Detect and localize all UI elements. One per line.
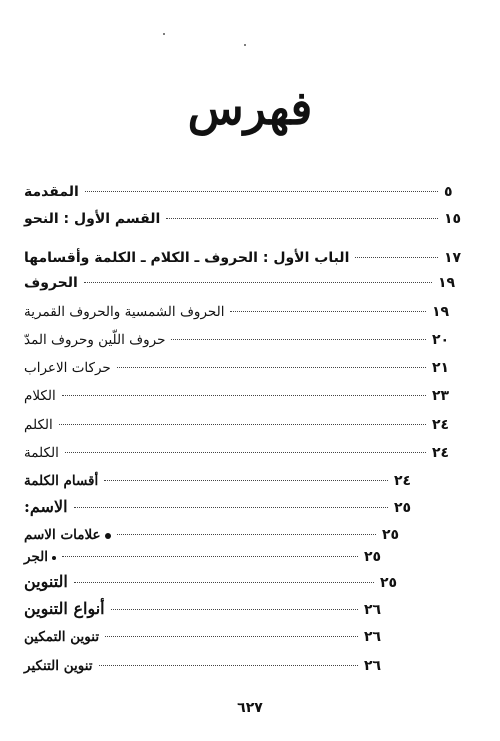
entry-title-text: الجر xyxy=(24,549,49,565)
entry-title: الباب الأول : الحروف ـ الكلام ـ الكلمة وأقسامها xyxy=(24,250,350,266)
dot-leader xyxy=(171,339,426,340)
entry-title: حركات الاعراب xyxy=(24,360,111,376)
toc-entry[interactable] xyxy=(24,272,460,294)
entry-title: الكلم xyxy=(24,417,53,433)
toc-entry[interactable] xyxy=(24,546,386,568)
page-title: فهرس xyxy=(187,81,313,135)
entry-title: أنواع التنوين xyxy=(24,599,105,618)
entry-title: القسم الأول : النحو xyxy=(24,211,161,227)
toc-entry[interactable] xyxy=(24,414,454,436)
toc-entry[interactable] xyxy=(24,626,386,648)
dot-leader xyxy=(111,609,358,610)
page-number: ٢١ xyxy=(432,360,450,376)
dot-leader xyxy=(105,636,358,637)
page-number: ٢٥ xyxy=(364,549,382,565)
page-number: ٢٣ xyxy=(432,388,450,404)
dot-leader xyxy=(104,480,388,481)
entry-title: المقدمة xyxy=(24,184,79,200)
page-number: ٢٠ xyxy=(432,332,450,348)
entry-title: حروف اللّين وحروف المدّ xyxy=(24,332,166,348)
entry-title: تنوين التنكير xyxy=(24,658,93,674)
entry-title xyxy=(24,524,111,546)
toc-entry[interactable] xyxy=(24,357,454,379)
entry-title: الحروف الشمسية والحروف القمرية xyxy=(24,304,225,320)
dot-leader xyxy=(62,395,426,396)
page-number: ٢٤ xyxy=(394,473,412,489)
entry-title: الاسم: xyxy=(24,497,68,516)
page-number: ٢٤ xyxy=(432,445,450,461)
entry-title xyxy=(24,546,56,568)
toc-entry[interactable] xyxy=(24,301,454,323)
entry-title-text: علامات الاسم xyxy=(24,527,101,543)
page-number: ٢٦ xyxy=(364,629,382,645)
toc-entry[interactable] xyxy=(24,524,404,546)
toc-entry[interactable] xyxy=(24,655,386,677)
page-number: ٢٥ xyxy=(394,500,412,516)
footer-page-number: ٦٢٧ xyxy=(237,700,263,716)
dot-leader xyxy=(59,424,426,425)
dot-leader xyxy=(166,218,438,219)
page-number: ٥ xyxy=(444,184,453,200)
dot-leader xyxy=(355,257,438,258)
page-number: ٢٥ xyxy=(382,527,400,543)
toc-entry[interactable] xyxy=(24,571,402,593)
toc-entry[interactable] xyxy=(24,385,454,407)
toc-entry[interactable] xyxy=(24,470,416,492)
dot-leader xyxy=(74,582,374,583)
entry-title: الكلمة xyxy=(24,445,59,461)
dot-leader xyxy=(74,507,388,508)
dot-leader xyxy=(84,282,432,283)
page-number: ٢٦ xyxy=(364,658,382,674)
entry-title: تنوين التمكين xyxy=(24,629,100,645)
dot-leader xyxy=(117,534,376,535)
entry-title: الحروف xyxy=(24,275,78,291)
dot-leader xyxy=(85,191,438,192)
dot-leader xyxy=(65,452,426,453)
entry-title: الكلام xyxy=(24,388,56,404)
entry-title: التنوين xyxy=(24,572,68,591)
toc-entry[interactable] xyxy=(24,598,386,620)
dot-leader xyxy=(62,556,358,557)
entry-title: أقسام الكلمة xyxy=(24,473,99,489)
toc-entry[interactable] xyxy=(24,329,454,351)
page-number: ١٧ xyxy=(444,250,462,266)
bullet-icon xyxy=(52,556,56,560)
dot-leader xyxy=(117,367,426,368)
toc-entry[interactable] xyxy=(24,208,466,230)
page-number: ٢٦ xyxy=(364,602,382,618)
toc-entry[interactable] xyxy=(24,442,454,464)
page-number: ١٩ xyxy=(438,275,456,291)
toc-entry[interactable] xyxy=(24,181,466,203)
page-number: ١٩ xyxy=(432,304,450,320)
page-number: ٢٤ xyxy=(432,417,450,433)
page-number: ٢٥ xyxy=(380,575,398,591)
toc-entry[interactable] xyxy=(24,247,466,269)
page-number: ١٥ xyxy=(444,211,462,227)
dot-leader xyxy=(99,665,358,666)
table-of-contents xyxy=(24,0,466,741)
bullet-icon xyxy=(105,533,111,539)
dot-leader xyxy=(230,311,426,312)
toc-entry[interactable] xyxy=(24,496,416,518)
